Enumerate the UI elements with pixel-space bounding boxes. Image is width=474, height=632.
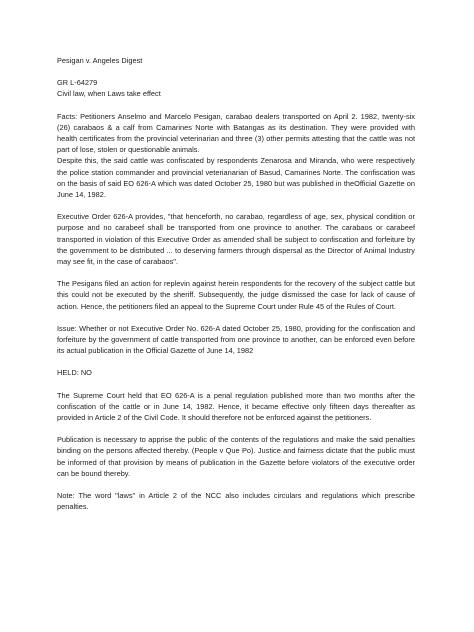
spacer [57,267,415,278]
spacer [57,379,415,390]
ruling-paragraph: The Supreme Court held that EO 626-A is a penal regulation published more than two months after the confiscation of the cattle or in June 14, 1982. Hence, it became effective only fifteen days thereafter as provided in Article 2 of the Civil Code. It should therefore not be enforced against the petitioners. [57,390,415,423]
spacer [57,312,415,323]
spacer [57,200,415,211]
held-line: HELD: NO [57,368,92,378]
spacer [57,100,415,111]
executive-order-paragraph: Executive Order 626-A provides, "that henceforth, no carabao, regardless of age, sex, physical condition or purpose and no carabeef shall be transported from one province to another. The carabaos or carabeef transported in violation of this Executive Order as amended shall be subject to confiscation and forfeiture by the government to be distributed ... to deserving farmers through dispersal as the Director of Animal Industry may see fit, in the case of carabaos". [57,212,415,267]
facts-continued-paragraph: Despite this, the said cattle was confiscated by respondents Zenarosa and Miranda, who were respectively the police station commander and provincial veterianarian of Basud, Camarines Norte. The confiscation was on the basis of said EO 626-A which was dated October 25, 1980 but was published in theOfficial Gazette on June 14, 1982. [57,156,415,200]
document-title: Pesigan v. Angeles Digest [57,56,143,65]
facts-paragraph: Facts: Petitioners Anselmo and Marcelo Pesigan, carabao dealers transported on April 2. 1982, twenty-six (26) carabaos & a calf from Camarines Norte with Batangas as its destination. They were provided with health certificates from the provincial veterinarian and three (3) other permits attesting that the cattle was not part of lose, stolen or questionable animals. [57,111,415,155]
spacer [57,423,415,434]
case-number: GR L-64279 [57,78,98,88]
spacer [57,356,415,367]
topic-line: Civil law, when Laws take effect [57,89,161,99]
replevin-paragraph: The Pesigans filed an action for replevin against herein respondents for the recovery of the subject cattle but this could not be executed by the sheriff. Subsequently, the judge dismissed the case for lack of cause of action. Hence, the petitioners filed an appeal to the Supreme Court under Rule 45 of the Rules of Court. [57,279,415,311]
publication-paragraph: Publication is necessary to apprise the public of the contents of the regulations and make the said penalties binding on the persons affected thereby. (People v Que Po). Justice and fairness dictate that the public must be informed of that provision by means of publication in the Gazette before violators of the executive order can be bound thereby. [57,435,415,478]
note-paragraph: Note: The word "laws" in Article 2 of the NCC also includes circulars and regulations which prescribe penalties. [57,491,415,512]
spacer [57,479,415,490]
document-body [57,55,415,513]
issue-paragraph: Issue: Whether or not Executive Order No. 626-A dated October 25, 1980, providing for the confiscation and forfeiture by the government of cattle transported from one province to another, can be enforced even before its actual publication in the Official Gazette of June 14, 1982 [57,323,415,356]
spacer [57,66,415,77]
